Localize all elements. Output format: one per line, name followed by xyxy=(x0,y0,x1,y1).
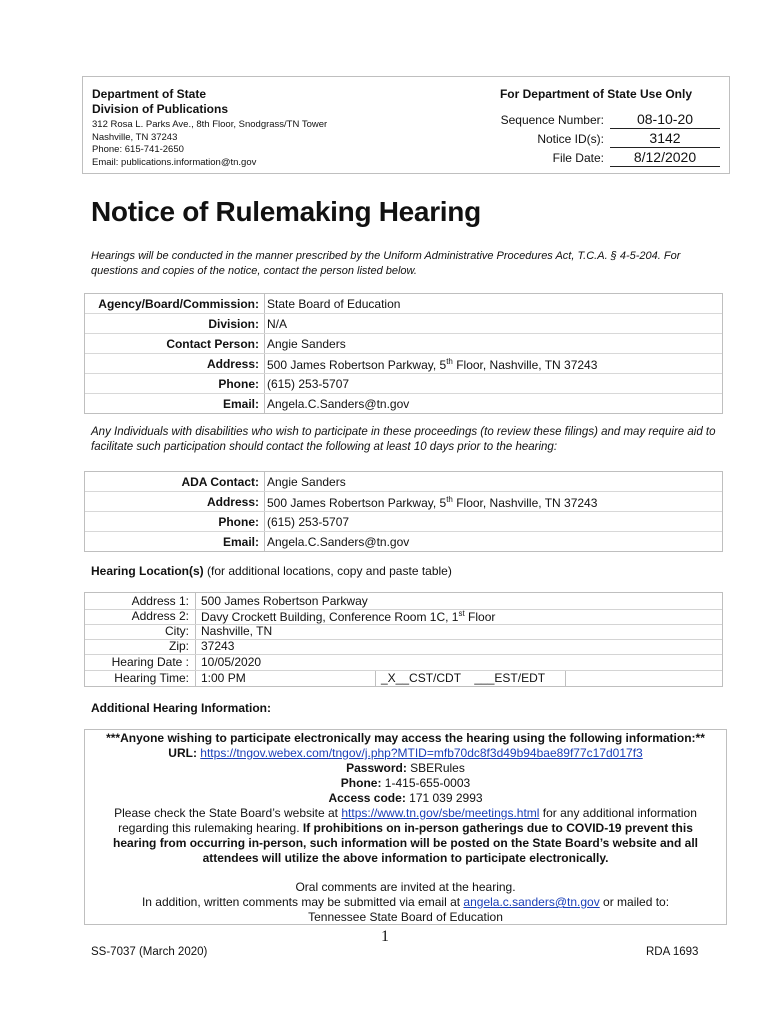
ada-phone-label: Phone: xyxy=(218,515,259,529)
publisher-city: Nashville, TN 37243 xyxy=(92,131,178,143)
contact-person-row xyxy=(85,333,722,354)
file-date-label: File Date: xyxy=(552,151,604,165)
board-website-link[interactable]: https://www.tn.gov/sbe/meetings.html xyxy=(341,806,540,820)
phone-row xyxy=(85,373,722,394)
division-value: N/A xyxy=(267,317,288,331)
ada-phone-value: (615) 253-5707 xyxy=(267,515,350,529)
sequence-number-row xyxy=(470,111,722,129)
contact-email-link[interactable]: angela.c.sanders@tn.gov xyxy=(463,895,600,909)
timezone-est-option: ___EST/EDT xyxy=(474,671,546,685)
access-code-value: 171 039 2993 xyxy=(409,791,483,805)
phone-line: Phone: 1-415-655-0003 xyxy=(340,776,471,790)
file-date-row xyxy=(470,149,722,167)
webex-url-link[interactable]: https://tngov.webex.com/tngov/j.php?MTID=mfb70dc8f3d49b94bae89f77c17d017f3 xyxy=(200,746,643,760)
address-row xyxy=(85,353,722,374)
zip-value: 37243 xyxy=(201,639,235,653)
password-line: Password: SBERules xyxy=(346,761,465,775)
city-label: City: xyxy=(165,624,189,638)
hearing-time-label: Hearing Time: xyxy=(114,671,189,685)
notice-id-row xyxy=(470,130,722,148)
file-date-value: 8/12/2020 xyxy=(610,149,720,167)
timezone-cst-option: _X__CST/CDT xyxy=(381,671,462,685)
password-value: SBERules xyxy=(410,761,465,775)
division-name: Division of Publications xyxy=(92,102,229,116)
address-2-label: Address 2: xyxy=(131,609,189,623)
disabilities-notice: Any Individuals with disabilities who wish to participate in these proceedings (to review these filings) and may require aid to facilitate such participation should contact the following at least 10 days prior to the hearing: xyxy=(91,426,716,453)
hearing-date-row xyxy=(85,655,722,670)
city-row xyxy=(85,624,722,639)
address-1-row xyxy=(85,594,722,609)
location-heading: Hearing Location(s) (for additional locations, copy and paste table) xyxy=(91,564,452,578)
form-number: SS-7037 (March 2020) xyxy=(91,946,208,958)
page-title: Notice of Rulemaking Hearing xyxy=(91,196,481,227)
mailing-recipient: Tennessee State Board of Education xyxy=(308,910,503,924)
ada-table xyxy=(84,471,723,552)
access-code-line: Access code: 171 039 2993 xyxy=(328,791,483,805)
publisher-block xyxy=(92,87,392,169)
hearing-date-value: 10/05/2020 xyxy=(201,655,262,669)
timezone-options xyxy=(381,671,545,685)
written-comments-line: In addition, written comments may be submitted via email at angela.c.sanders@tn.gov or mailed to: xyxy=(141,895,670,909)
city-value: Nashville, TN xyxy=(201,624,273,638)
ada-contact-row xyxy=(85,472,722,492)
state-use-block xyxy=(470,87,722,165)
address-value: 500 James Robertson Parkway, 5th Floor, Nashville, TN 37243 xyxy=(267,357,598,372)
covid-line-2: hearing from occurring in-person, such information will be posted on the State Board’s website and all xyxy=(113,836,698,850)
hearing-time-row xyxy=(85,671,722,686)
ada-email-label: Email: xyxy=(222,535,259,549)
covid-line-3: attendees will utilize the above information to participate electronically. xyxy=(202,851,609,865)
covid-line-1: regarding this rulemaking hearing. If prohibitions on in-person gatherings due to COVID-19 prevent this xyxy=(118,821,693,835)
contact-person-value: Angie Sanders xyxy=(267,337,346,351)
ada-address-row xyxy=(85,491,722,512)
hearing-location-table xyxy=(84,592,723,687)
zip-row xyxy=(85,639,722,654)
division-label: Division: xyxy=(208,317,259,331)
publisher-email: Email: publications.information@tn.gov xyxy=(92,156,257,168)
publisher-address: 312 Rosa L. Parks Ave., 8th Floor, Snodgrass/TN Tower xyxy=(92,119,328,130)
ada-phone-row xyxy=(85,511,722,532)
division-row xyxy=(85,313,722,334)
address-1-value: 500 James Robertson Parkway xyxy=(201,594,368,608)
email-value: Angela.C.Sanders@tn.gov xyxy=(267,397,410,411)
phone-value: 1-415-655-0003 xyxy=(384,776,471,790)
address-label: Address: xyxy=(206,357,259,371)
ada-email-value: Angela.C.Sanders@tn.gov xyxy=(267,535,410,549)
sequence-number-label: Sequence Number: xyxy=(500,113,604,127)
intro-text: Hearings will be conducted in the manner prescribed by the Uniform Administrative Procedures Act, T.C.A. § 4-5-204. For questions and copies of the notice, contact the person listed below. xyxy=(91,250,681,277)
phone-label: Phone: xyxy=(218,377,259,391)
agency-value: State Board of Education xyxy=(267,297,401,311)
address-2-value: Davy Crockett Building, Conference Room 1C, 1st Floor xyxy=(201,609,496,624)
hearing-time-value: 1:00 PM xyxy=(201,671,246,685)
email-label: Email: xyxy=(222,397,259,411)
page-number: 1 xyxy=(381,928,389,945)
email-row xyxy=(85,393,722,414)
contact-person-label: Contact Person: xyxy=(166,337,259,351)
notice-id-value: 3142 xyxy=(610,130,720,148)
ada-contact-label: ADA Contact: xyxy=(181,475,259,489)
rda-number: RDA 1693 xyxy=(646,946,699,958)
oral-comments-line: Oral comments are invited at the hearing. xyxy=(295,880,516,894)
additional-info-heading: Additional Hearing Information: xyxy=(91,701,271,715)
webex-url-line: URL: https://tngov.webex.com/tngov/j.php?MTID=mfb70dc8f3d49b94bae89f77c17d017f3 xyxy=(168,746,643,760)
agency-table xyxy=(84,293,723,414)
agency-row xyxy=(85,294,722,314)
ada-email-row xyxy=(85,531,722,552)
ada-contact-value: Angie Sanders xyxy=(267,475,346,489)
electronic-access-notice: ***Anyone wishing to participate electronically may access the hearing using the following information:** xyxy=(106,731,705,745)
state-use-heading: For Department of State Use Only xyxy=(499,87,693,101)
zip-label: Zip: xyxy=(168,639,189,653)
ada-address-value: 500 James Robertson Parkway, 5th Floor, Nashville, TN 37243 xyxy=(267,495,598,510)
address-1-label: Address 1: xyxy=(131,594,189,608)
department-name: Department of State xyxy=(92,87,207,101)
publisher-phone: Phone: 615-741-2650 xyxy=(92,144,184,155)
agency-label: Agency/Board/Commission: xyxy=(98,297,259,311)
phone-value: (615) 253-5707 xyxy=(267,377,350,391)
hearing-date-label: Hearing Date : xyxy=(111,655,189,669)
sequence-number-value: 08-10-20 xyxy=(610,111,720,129)
address-2-row xyxy=(85,609,722,624)
website-line: Please check the State Board’s website at https://www.tn.gov/sbe/meetings.html for any additional information xyxy=(114,806,697,820)
ada-address-label: Address: xyxy=(206,495,259,509)
notice-id-label: Notice ID(s): xyxy=(537,132,604,146)
